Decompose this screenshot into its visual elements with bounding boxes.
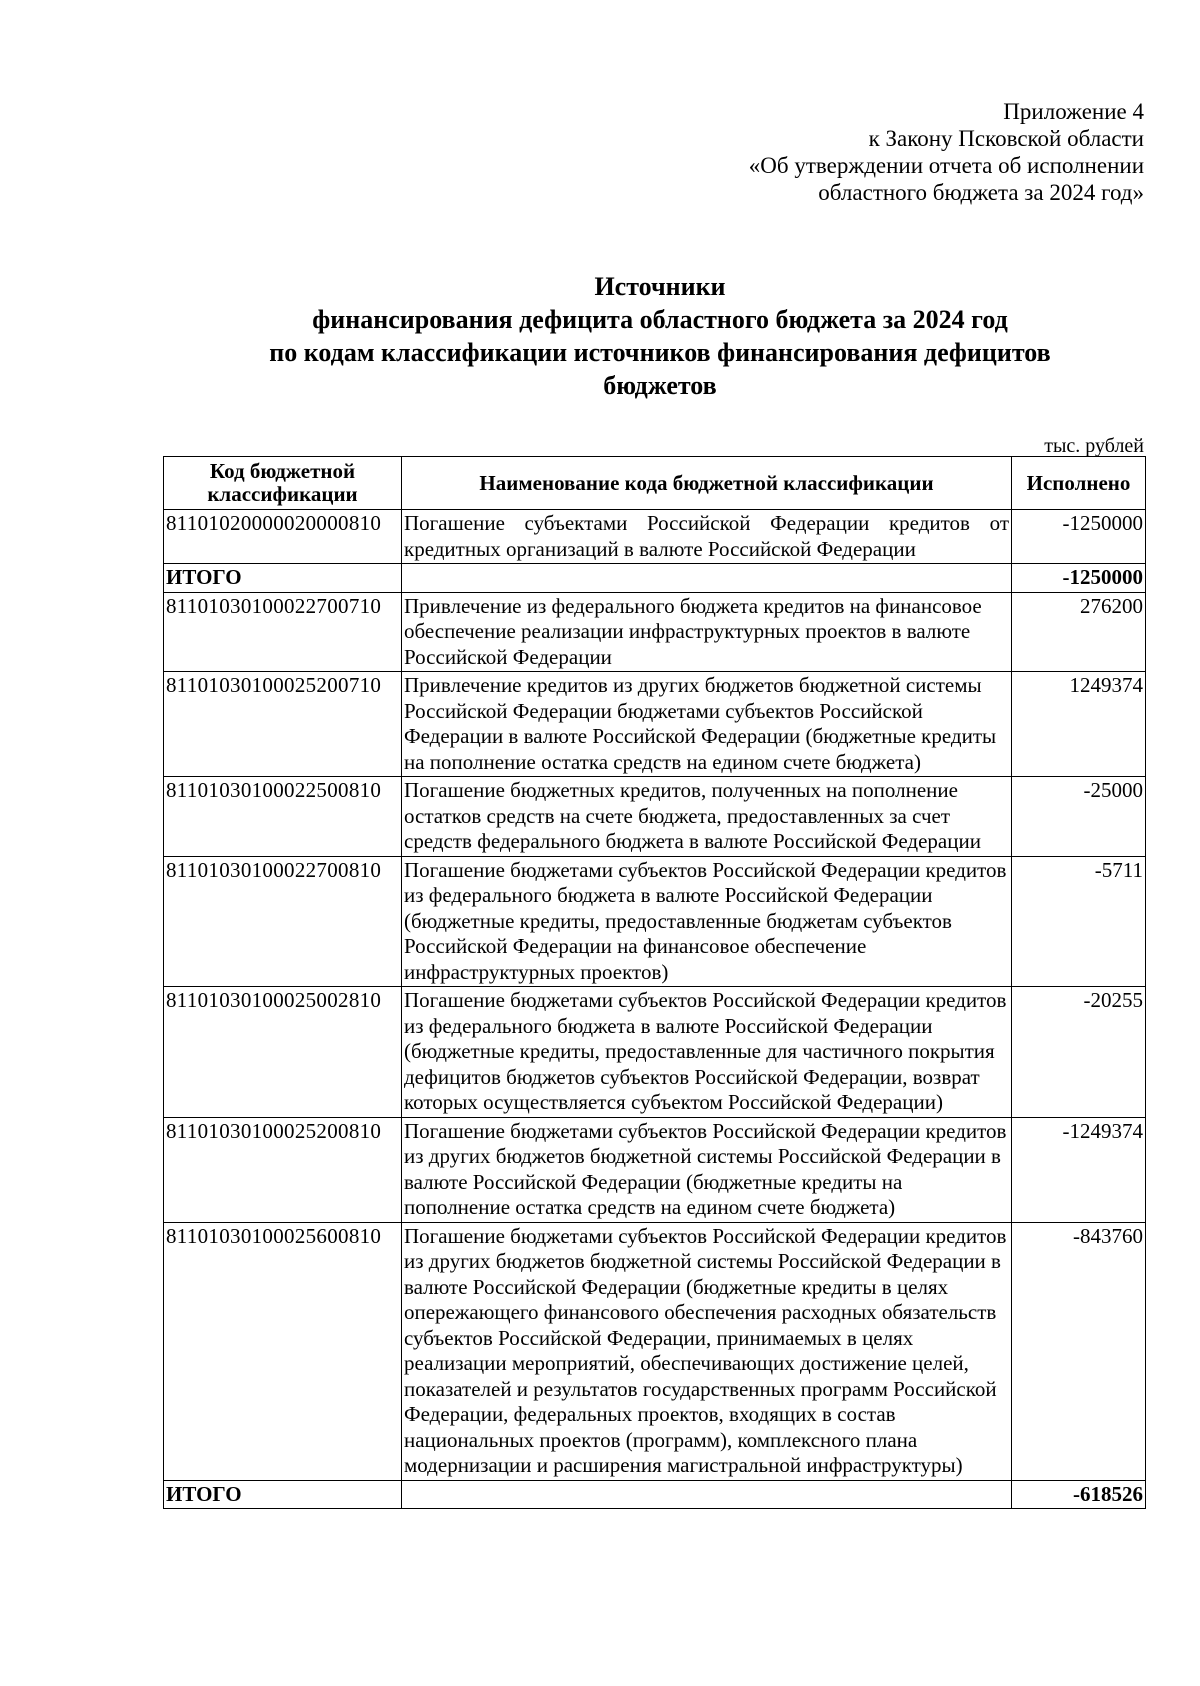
row-name: Погашение бюджетных кредитов, полученных на пополнение остатков средств на счете бюджета, предоставленных за счет средств федерального бюджета в валюте Российской Федерации: [402, 777, 1012, 857]
title-line: финансирования дефицита областного бюджета за 2024 год: [312, 305, 1008, 334]
table-row: [164, 987, 1146, 1118]
table-row: [164, 592, 1146, 672]
appendix-header: [749, 98, 1144, 206]
title-line: Источники: [594, 272, 726, 301]
row-name: [402, 1480, 1012, 1509]
appendix-line: областного бюджета за 2024 год»: [818, 180, 1144, 205]
total-row: [164, 1480, 1146, 1509]
table-row: [164, 672, 1146, 777]
header-amount: Исполнено: [1012, 457, 1146, 510]
row-name: Привлечение кредитов из других бюджетов бюджетной системы Российской Федерации бюджетами субъектов Российской Федерации в валюте Российской Федерации (бюджетные кредиты на пополнение остатка средств на едином счете бюджета): [402, 672, 1012, 777]
table-row: [164, 1117, 1146, 1222]
table-row: [164, 856, 1146, 987]
row-amount: -843760: [1012, 1222, 1146, 1480]
table-row: [164, 1222, 1146, 1480]
row-code: 81101030100025200810: [164, 1117, 402, 1222]
row-name: Погашение бюджетами субъектов Российской Федерации кредитов из федерального бюджета в валюте Российской Федерации (бюджетные кредиты, предоставленные для частичного покрытия дефицитов бюджетов субъектов Российской Федерации, возврат которых осуществляется субъектом Российской Федерации): [402, 987, 1012, 1118]
title-line: бюджетов: [603, 371, 717, 400]
row-name: Погашение бюджетами субъектов Российской Федерации кредитов из других бюджетов бюджетной системы Российской Федерации в валюте Российской Федерации (бюджетные кредиты в целях опережающего финансового обеспечения расходных обязательств субъектов Российской Федерации, принимаемых в целях реализации мероприятий, обеспечивающих достижение целей, показателей и результатов государственных программ Российской Федерации, федеральных проектов, входящих в состав национальных проектов (программ), комплексного плана модернизации и расширения магистральной инфраструктуры): [402, 1222, 1012, 1480]
table-row: [164, 777, 1146, 857]
row-amount: -5711: [1012, 856, 1146, 987]
header-code: Код бюджетной классификации: [164, 457, 402, 510]
row-amount: 276200: [1012, 592, 1146, 672]
appendix-line: Приложение 4: [1003, 99, 1144, 124]
row-amount: -1250000: [1012, 510, 1146, 564]
row-amount: -25000: [1012, 777, 1146, 857]
row-amount: -20255: [1012, 987, 1146, 1118]
table-header-row: [164, 457, 1146, 510]
row-amount: -1250000: [1012, 564, 1146, 593]
row-code: 81101030100022700710: [164, 592, 402, 672]
row-code: 81101030100025200710: [164, 672, 402, 777]
row-name: [402, 564, 1012, 593]
table-row: [164, 510, 1146, 564]
appendix-line: к Закону Псковской области: [868, 126, 1144, 151]
row-code: 81101020000020000810: [164, 510, 402, 564]
row-code: 81101030100025002810: [164, 987, 402, 1118]
document-title: [160, 270, 1160, 402]
row-name: Привлечение из федерального бюджета кредитов на финансовое обеспечение реализации инфраструктурных проектов в валюте Российской Федерации: [402, 592, 1012, 672]
title-line: по кодам классификации источников финансирования дефицитов: [269, 338, 1051, 367]
row-name: Погашение субъектами Российской Федерации кредитов от кредитных организаций в валюте Российской Федерации: [402, 510, 1012, 564]
row-code: ИТОГО: [164, 564, 402, 593]
row-code: 81101030100022700810: [164, 856, 402, 987]
appendix-line: «Об утверждении отчета об исполнении: [748, 153, 1144, 178]
header-name: Наименование кода бюджетной классификации: [402, 457, 1012, 510]
row-code: 81101030100022500810: [164, 777, 402, 857]
row-code: ИТОГО: [164, 1480, 402, 1509]
row-amount: 1249374: [1012, 672, 1146, 777]
row-name: Погашение бюджетами субъектов Российской Федерации кредитов из других бюджетов бюджетной системы Российской Федерации в валюте Российской Федерации (бюджетные кредиты на пополнение остатка средств на едином счете бюджета): [402, 1117, 1012, 1222]
row-code: 81101030100025600810: [164, 1222, 402, 1480]
total-row: [164, 564, 1146, 593]
row-name: Погашение бюджетами субъектов Российской Федерации кредитов из федерального бюджета в валюте Российской Федерации (бюджетные кредиты, предоставленные бюджетам субъектов Российской Федерации на финансовое обеспечение инфраструктурных проектов): [402, 856, 1012, 987]
budget-table: [163, 456, 1146, 1509]
row-amount: -618526: [1012, 1480, 1146, 1509]
row-amount: -1249374: [1012, 1117, 1146, 1222]
units-label: тыс. рублей: [1044, 435, 1144, 457]
